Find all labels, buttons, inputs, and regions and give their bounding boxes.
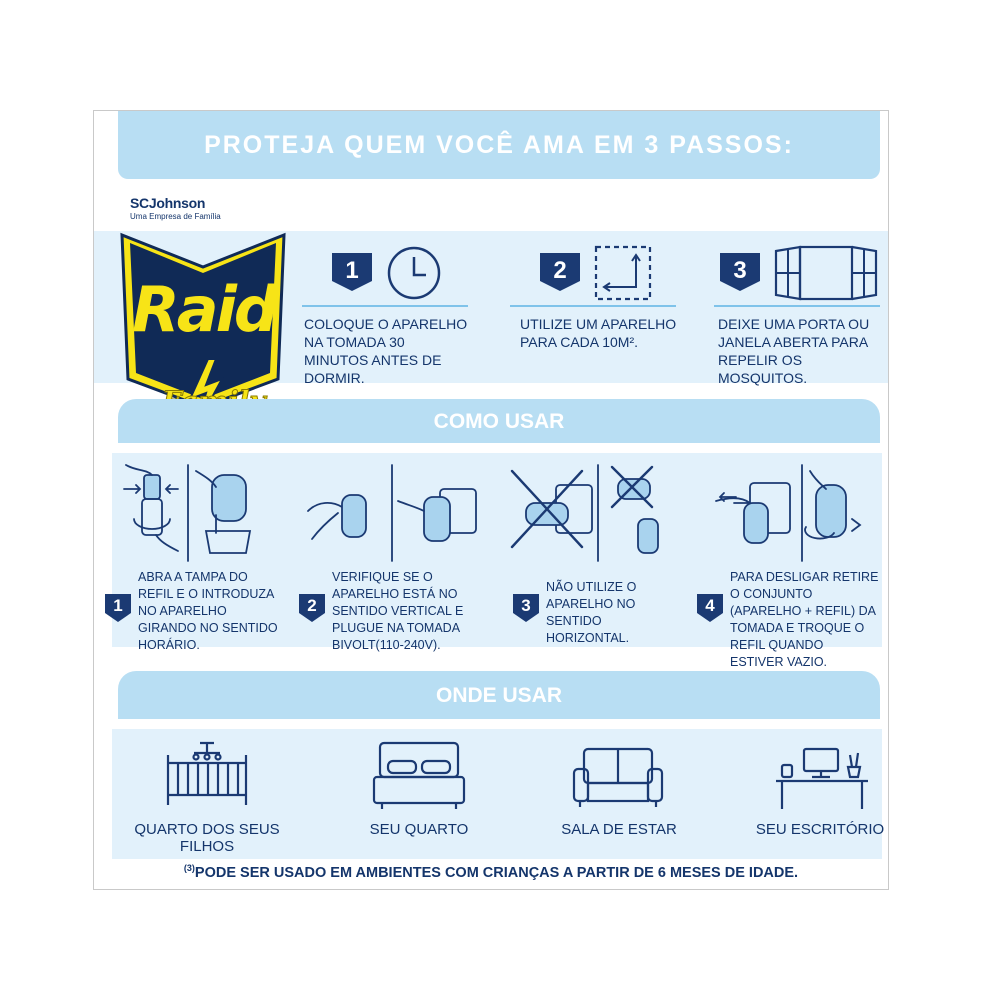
footnote [94,863,888,881]
step-2 [510,241,680,381]
footnote-text: PODE SER USADO EM AMBIENTES COM CRIANÇAS A PARTIR DE 6 MESES DE IDADE. [194,864,799,881]
step-3 [714,241,884,386]
usage-number: 3 [521,596,531,615]
sc-johnson-tagline: Uma Empresa de Família [130,212,221,221]
step-number: 1 [345,257,359,284]
step-divider [714,305,880,307]
usage-illustrations [116,461,876,565]
step-text: COLOQUE O APARELHO NA TOMADA 30 MINUTOS ANTES DE DORMIR. [304,316,468,386]
sc-johnson-name: SCJohnson [130,195,206,211]
area-square-icon [594,245,652,301]
plug-vertical-illustration [308,465,476,561]
step-number: 3 [733,257,747,284]
como-usar-title: COMO USAR [433,410,565,433]
page-title: PROTEJA QUEM VOCÊ AMA EM 3 PASSOS: [204,131,794,159]
crib-icon [164,739,250,809]
usage-text: VERIFIQUE SE O APARELHO ESTÁ NO SENTIDO VERTICAL E PLUGUE NA TOMADA BIVOLT(110-240V). [332,570,464,652]
usage-item-1 [104,569,284,652]
usage-text: NÃO UTILIZE O APARELHO NO SENTIDO HORIZONTAL. [546,580,637,645]
usage-number: 4 [705,596,715,615]
usage-item-4 [696,569,886,669]
room-label: QUARTO DOS SEUS FILHOS [134,821,280,855]
onde-usar-title: ONDE USAR [435,684,562,707]
usage-text: ABRA A TAMPA DO REFIL E O INTRODUZA NO APARELHO GIRANDO NO SENTIDO HORÁRIO. [138,570,278,652]
clock-icon [386,245,442,301]
step-text: UTILIZE UM APARELHO PARA CADA 10M². [520,316,677,350]
usage-text: PARA DESLIGAR RETIRE O CONJUNTO (APARELHO + REFIL) DA TOMADA E TROQUE O REFIL QUANDO ESTIVER VAZIO. [730,570,879,669]
insert-refill-illustration [124,465,250,561]
sofa-icon [572,747,664,809]
open-window-icon [774,245,878,301]
unplug-illustration [716,465,860,561]
usage-item-3 [512,579,682,645]
room-label: SALA DE ESTAR [561,821,677,838]
package-panel [93,110,889,890]
step-text: DEIXE UMA PORTA OU JANELA ABERTA PARA REPELIR OS MOSQUITOS. [718,316,870,386]
bed-icon [372,741,466,809]
footnote-marker: (3) [183,863,195,873]
desk-icon [774,747,870,809]
room-label: SEU QUARTO [369,821,469,838]
no-horizontal-illustration [512,465,658,561]
step-1 [302,241,472,386]
sc-johnson-logo [130,195,270,229]
usage-item-2 [298,569,488,652]
step-divider [510,305,676,307]
room-label: SEU ESCRITÓRIO [755,821,885,838]
step-number: 2 [553,257,567,284]
usage-number: 1 [113,596,123,615]
usage-number: 2 [307,596,317,615]
raid-logo-text: Raid [132,273,276,346]
step-divider [302,305,468,307]
